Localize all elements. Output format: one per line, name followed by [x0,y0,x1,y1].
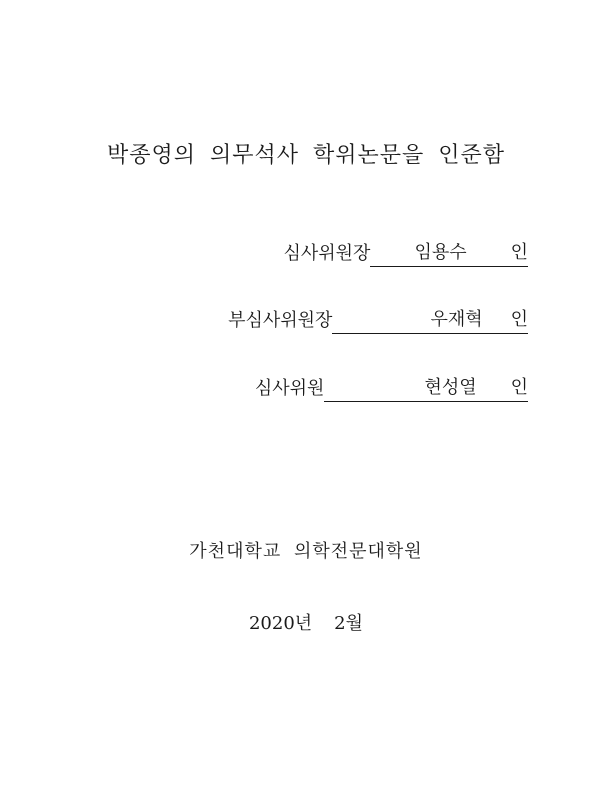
signature-role: 심사위원장 [283,243,371,264]
signer-name: 임용수 [414,242,467,263]
date-year: 2020년 [248,613,313,634]
approval-date [0,609,612,635]
signature-line [324,375,528,402]
signature-row-chair [283,241,528,267]
seal-mark: 인 [510,242,528,263]
signature-role: 부심사위원장 [228,310,333,331]
signature-row-member [255,376,528,402]
signature-line [370,240,528,267]
signer-name: 우재혁 [430,309,483,330]
signer-name: 현성열 [424,377,477,398]
approval-title: 박종영의 의무석사 학위논문을 인준함 [106,143,505,168]
signature-row-vice-chair [228,308,528,334]
seal-mark: 인 [510,309,528,330]
seal-mark: 인 [510,377,528,398]
signature-role: 심사위원 [254,378,325,399]
institution-name: 가천대학교 의학전문대학원 [189,541,423,562]
signature-line [332,307,528,334]
date-month: 2월 [334,613,364,634]
